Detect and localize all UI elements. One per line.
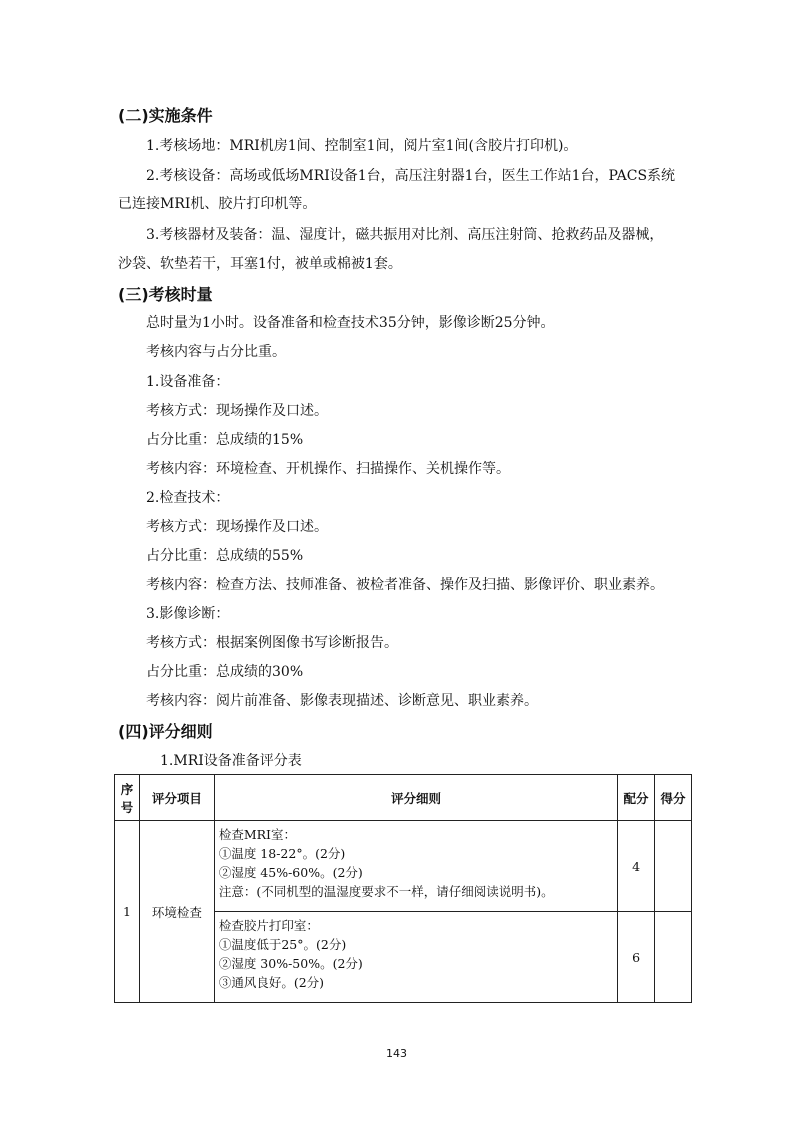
paragraph: 考核方式：现场操作及口述。 [146,403,328,419]
paragraph: 占分比重：总成绩的15% [146,432,304,448]
detail-line: 检查MRI室： [218,827,296,842]
page-number: 143 [386,1047,407,1060]
section-3-title: (三)考核时量 [118,285,213,304]
header-got: 得分 [655,775,692,821]
row-no: 1 [115,821,140,1003]
detail-line: ②湿度 45%-60%。(2分) [218,865,363,880]
header-detail: 评分细则 [214,775,617,821]
table-caption: 1.MRI设备准备评分表 [160,753,302,769]
paragraph: 考核内容：检查方法、技师准备、被检者准备、操作及扫描、影像评价、职业素养。 [146,577,664,593]
detail-line: ③通风良好。(2分) [218,975,325,990]
detail-line: 检查胶片打印室： [218,918,319,933]
header-score: 配分 [618,775,655,821]
got-cell [655,912,692,1003]
detail-line: ①温度 18-22°。(2分) [218,846,346,861]
paragraph: 占分比重：总成绩的55% [146,548,304,564]
paragraph: 考核方式：现场操作及口述。 [146,519,328,535]
detail-line: 注意：(不同机型的温湿度要求不一样，请仔细阅读说明书)。 [218,884,554,899]
detail-cell [214,821,617,912]
header-no: 序号 [115,775,140,821]
paragraph: 占分比重：总成绩的30% [146,664,304,680]
score-cell: 4 [618,821,655,912]
section-4-title: (四)评分细则 [118,722,213,741]
score-cell: 6 [618,912,655,1003]
paragraph: 1.考核场地：MRI机房1间、控制室1间，阅片室1间(含胶片打印机)。 [146,138,578,154]
got-cell [655,821,692,912]
paragraph: 3.影像诊断： [146,606,230,622]
paragraph: 考核内容与占分比重。 [146,344,286,360]
detail-line: ②湿度 30%-50%。(2分) [218,956,363,971]
row-item: 环境检查 [139,821,214,1003]
detail-cell [214,912,617,1003]
section-2-title: (二)实施条件 [118,106,213,125]
paragraph: 1.设备准备： [146,374,230,390]
paragraph: 考核内容：环境检查、开机操作、扫描操作、关机操作等。 [146,461,510,477]
table-header-row [115,775,692,821]
score-table [114,774,692,1003]
header-item: 评分项目 [139,775,214,821]
paragraph: 总时量为1小时。设备准备和检查技术35分钟，影像诊断25分钟。 [146,315,555,331]
paragraph: 考核内容：阅片前准备、影像表现描述、诊断意见、职业素养。 [146,693,538,709]
paragraph: 已连接MRI机、胶片打印机等。 [118,196,317,212]
paragraph: 2.考核设备：高场或低场MRI设备1台，高压注射器1台，医生工作站1台，PACS系统 [146,168,676,184]
paragraph: 沙袋、软垫若干，耳塞1付，被单或棉被1套。 [118,256,402,272]
table-row [115,821,692,912]
paragraph: 考核方式：根据案例图像书写诊断报告。 [146,635,398,651]
paragraph: 3.考核器材及装备：温、湿度计，磁共振用对比剂、高压注射筒、抢救药品及器械， [146,227,664,243]
paragraph: 2.检查技术： [146,490,230,506]
detail-line: ①温度低于25°。(2分) [218,937,347,952]
